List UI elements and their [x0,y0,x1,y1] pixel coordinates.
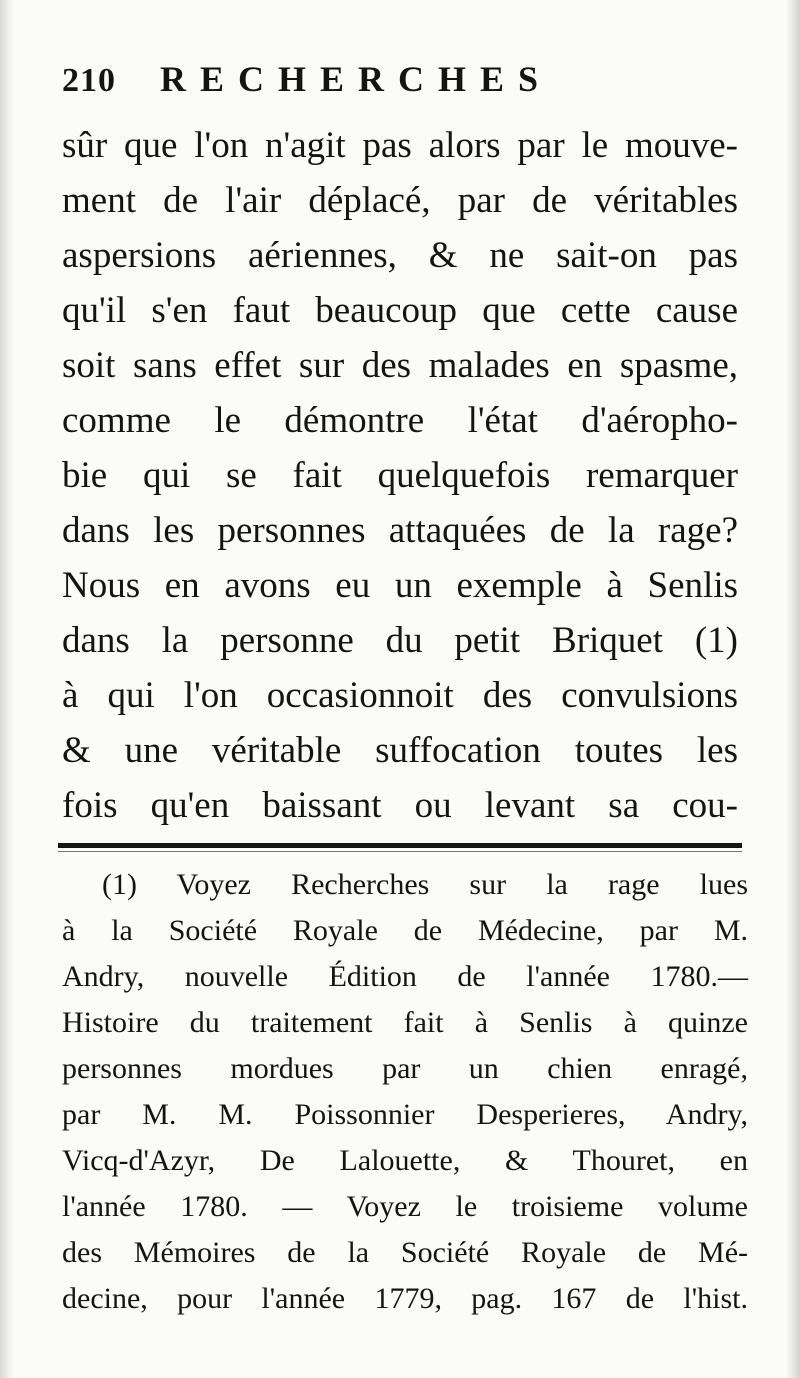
body-line: qu'il s'en faut beaucoup que cette cause [62,290,738,331]
footnote-line: Andry, nouvelle Édition de l'année 1780.— [62,960,748,993]
body-line: dans les personnes attaquées de la rage? [62,510,738,551]
footnote-separator-hairline [58,851,742,852]
running-title: RECHERCHES [160,59,553,99]
body-line: comme le démontre l'état d'aéropho- [62,400,738,441]
footnote-line: à la Société Royale de Médecine, par M. [62,914,748,947]
body-line: Nous en avons eu un exemple à Senlis [62,565,738,606]
footnote-line: par M. M. Poissonnier Desperieres, Andry, [62,1098,748,1131]
body-line: dans la personne du petit Briquet (1) [62,620,738,661]
body-line: & une véritable suffocation toutes les [62,730,738,771]
footnote-line: des Mémoires de la Société Royale de Mé- [62,1236,748,1269]
body-line: aspersions aériennes, & ne sait-on pas [62,235,738,276]
footnote-line: (1) Voyez Recherches sur la rage lues [102,868,748,901]
body-line: bie qui se fait quelquefois remarquer [62,455,738,496]
page-number: 210 [62,62,116,99]
footnote-line: personnes mordues par un chien enragé, [62,1052,748,1085]
body-line: soit sans effet sur des malades en spasme, [62,345,738,386]
page-shadow-left [0,0,14,1378]
footnote-line: Histoire du traitement fait à Senlis à quinze [62,1006,748,1039]
footnote-line: l'année 1780. — Voyez le troisieme volume [62,1190,748,1223]
body-line: fois qu'en baissant ou levant sa cou- [62,785,738,826]
footnote-line: Vicq-d'Azyr, De Lalouette, & Thouret, en [62,1144,748,1177]
footnote-line: decine, pour l'année 1779, pag. 167 de l'hist. [62,1282,748,1315]
body-text [62,118,738,833]
body-line: à qui l'on occasionnoit des convulsions [62,675,738,716]
footnote [62,862,748,1322]
page-shadow-right [786,0,800,1378]
running-head [62,58,722,110]
body-line: ment de l'air déplacé, par de véritables [62,180,738,221]
body-line: sûr que l'on n'agit pas alors par le mouve- [62,125,738,166]
footnote-separator-rule [58,843,742,848]
